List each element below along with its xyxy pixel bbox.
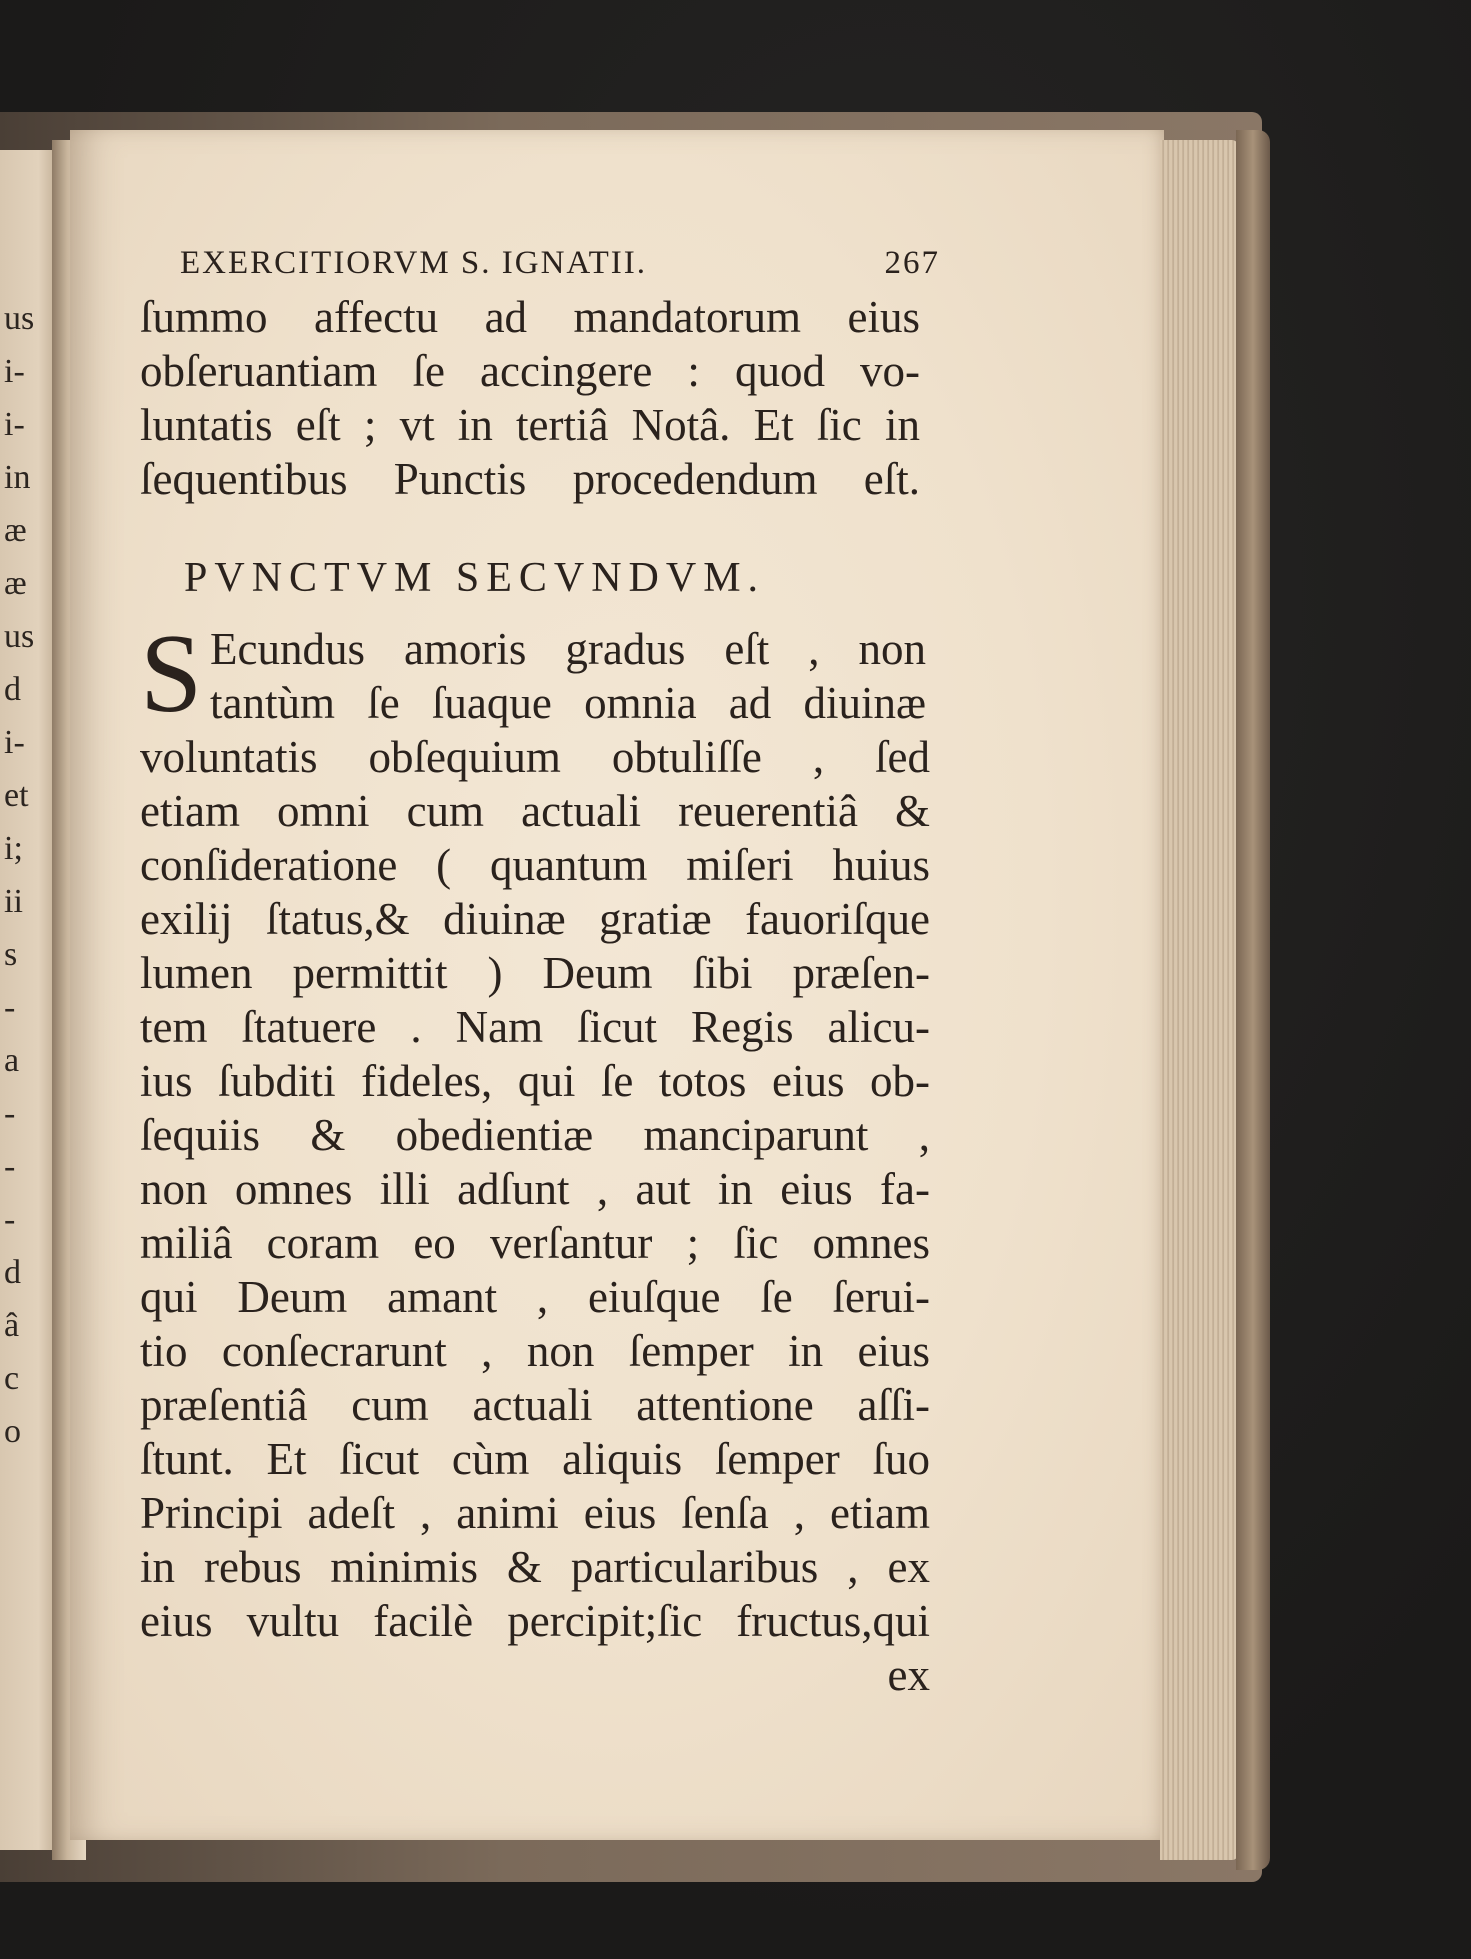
left-page-fragment: i- — [4, 724, 25, 761]
text-line: lumen permittit ) Deum ſibi præſen- — [140, 948, 930, 998]
text-line: eius vultu facilè percipit;ſic fructus,qui — [140, 1596, 930, 1646]
text-line: voluntatis obſequium obtuliſſe , ſed — [140, 732, 930, 782]
text-line: Ecundus amoris gradus eſt , non — [210, 624, 926, 674]
running-head — [180, 245, 940, 282]
text-line: etiam omni cum actuali reuerentiâ & — [140, 786, 930, 836]
left-page-fragment: s — [4, 936, 18, 973]
text-line: Principi adeſt , animi eius ſenſa , etiam — [140, 1488, 930, 1538]
top-paragraph — [140, 290, 940, 506]
fore-edge-binding — [1236, 130, 1270, 1870]
text-line: ſummo affectu ad mandatorum eius — [140, 292, 920, 342]
left-page-fragment: i; — [4, 830, 23, 867]
left-page-fragment: - — [4, 1148, 16, 1185]
left-page-fragment: us — [4, 618, 35, 655]
drop-cap-block — [140, 612, 940, 736]
page-text — [140, 245, 940, 1702]
running-head-title: EXERCITIORVM S. IGNATII. — [180, 245, 647, 281]
text-line: ius ſubditi fideles, qui ſe totos eius ob- — [140, 1056, 930, 1106]
text-line: miliâ coram eo verſantur ; ſic omnes — [140, 1218, 930, 1268]
text-line: ſtunt. Et ſicut cùm aliquis ſemper ſuo — [140, 1434, 930, 1484]
text-line: qui Deum amant , eiuſque ſe ſerui- — [140, 1272, 930, 1322]
left-page-fragment: c — [4, 1360, 20, 1397]
left-page-fragment: æ — [4, 512, 27, 549]
text-line: in rebus minimis & particularibus , ex — [140, 1542, 930, 1592]
left-page-fragment: in — [4, 459, 31, 496]
catchword: ex — [887, 1650, 930, 1700]
text-line: tantùm ſe ſuaque omnia ad diuinæ — [210, 678, 926, 728]
left-page-fragment: i- — [4, 353, 25, 390]
text-line: tio conſecrarunt , non ſemper in eius — [140, 1326, 930, 1376]
left-page-fragment: o — [4, 1413, 21, 1450]
left-page-fragment: i- — [4, 406, 25, 443]
left-page-fragment: â — [4, 1307, 20, 1344]
text-line: exilij ſtatus,& diuinæ gratiæ fauoriſque — [140, 894, 930, 944]
left-page-fragment: a — [4, 1042, 20, 1079]
left-page-fragment: ii — [4, 883, 23, 920]
left-page-fragment: - — [4, 989, 16, 1026]
left-page-fragment: d — [4, 1254, 21, 1291]
section-heading: PVNCTVM SECVNDVM. — [184, 555, 766, 601]
text-line: conſideratione ( quantum miſeri huius — [140, 840, 930, 890]
text-line: obſeruantiam ſe accingere : quod vo- — [140, 346, 920, 396]
text-line: luntatis eſt ; vt in tertiâ Notâ. Et ſic in — [140, 400, 920, 450]
left-page-fragment: us — [4, 300, 35, 337]
text-line: præſentiâ cum actuali attentione aſſi- — [140, 1380, 930, 1430]
drop-cap: S — [140, 612, 203, 736]
left-page-fragment: - — [4, 1095, 16, 1132]
left-page-fragment: - — [4, 1201, 16, 1238]
text-line: non omnes illi adſunt , aut in eius fa- — [140, 1164, 930, 1214]
page-number: 267 — [884, 245, 940, 281]
text-line: tem ſtatuere . Nam ſicut Regis alicu- — [140, 1002, 930, 1052]
main-paragraph — [140, 612, 940, 1648]
text-line: ſequiis & obedientiæ manciparunt , — [140, 1110, 930, 1160]
left-page-fragment: æ — [4, 565, 27, 602]
left-page-fragment: d — [4, 671, 21, 708]
left-page-fragment: et — [4, 777, 29, 814]
text-line: ſequentibus Punctis procedendum eſt. — [140, 454, 920, 504]
page-edges — [1160, 140, 1238, 1860]
